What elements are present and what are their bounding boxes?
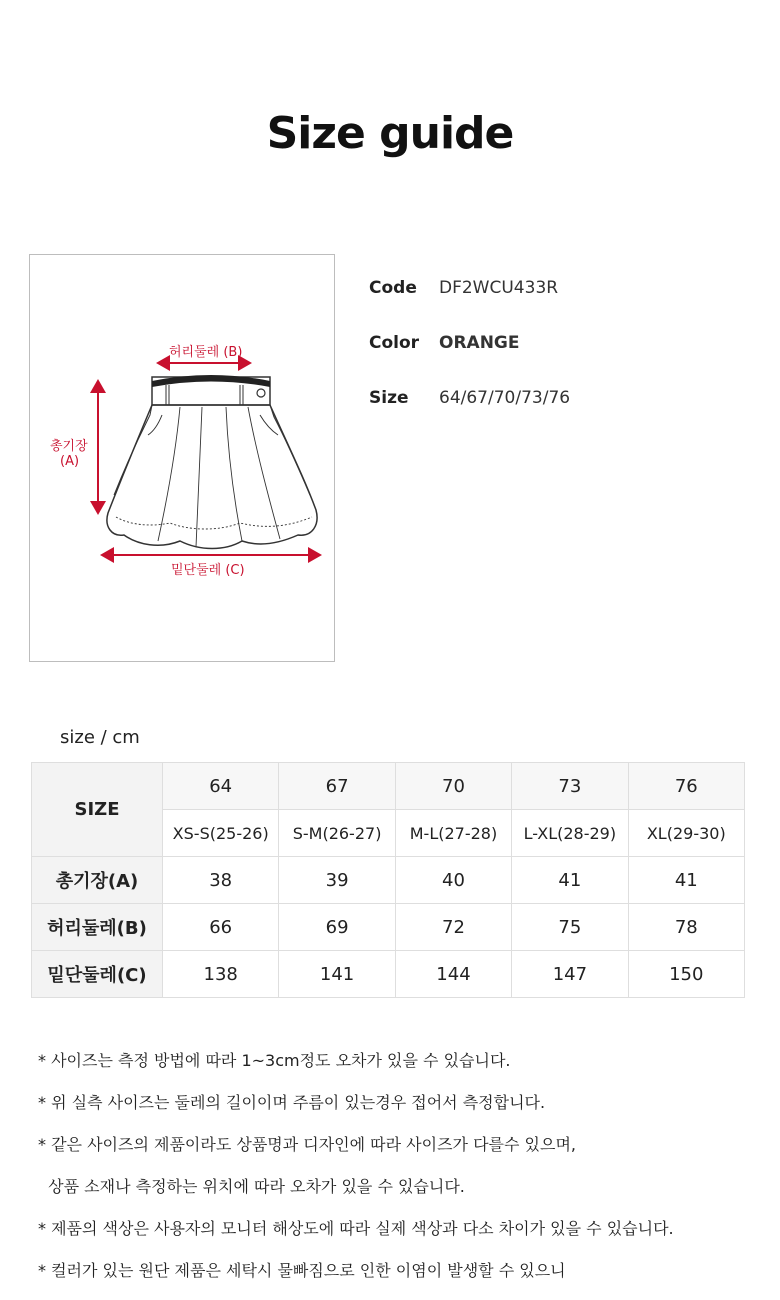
skirt-body [107,405,317,549]
note-item: * 사이즈는 측정 방법에 따라 1~3cm정도 오차가 있을 수 있습니다. [38,1051,511,1070]
hem-label: 밑단둘레 (C) [171,563,245,578]
size-label: Size [369,388,409,408]
value-cell: 72 [395,904,511,951]
size-cell: 76 [628,763,744,810]
waist-label: 허리둘레 (B) [169,345,243,360]
table-row [32,857,745,904]
range-cell: XS-S(25-26) [163,810,279,857]
size-cell: 67 [279,763,395,810]
value-cell: 147 [512,951,628,998]
value-cell: 41 [512,857,628,904]
info-row-color [369,333,749,388]
table-row [32,904,745,951]
product-info [369,278,749,443]
length-label-line1: 총기장 [50,439,88,454]
unit-label: size / cm [60,727,140,748]
range-cell: M-L(27-28) [395,810,511,857]
info-row-size [369,388,749,443]
size-cell: 73 [512,763,628,810]
color-value: ORANGE [439,333,520,353]
row-label-waist: 허리둘레(B) [32,904,163,951]
note-item: * 컬러가 있는 원단 제품은 세탁시 물빠짐으로 인한 이염이 발생할 수 있으니 [38,1261,566,1280]
code-value: DF2WCU433R [439,278,559,298]
value-cell: 66 [163,904,279,951]
size-cell: 70 [395,763,511,810]
value-cell: 69 [279,904,395,951]
page-title: Size guide [266,108,514,159]
range-cell: S-M(26-27) [279,810,395,857]
skirt-diagram [29,254,335,662]
row-label-length: 총기장(A) [32,857,163,904]
code-label: Code [369,278,417,298]
value-cell: 150 [628,951,744,998]
value-cell: 144 [395,951,511,998]
range-cell: L-XL(28-29) [512,810,628,857]
note-item: * 위 실측 사이즈는 둘레의 길이이며 주름이 있는경우 접어서 측정합니다. [38,1093,546,1112]
notes [38,1048,778,1300]
value-cell: 41 [628,857,744,904]
value-cell: 75 [512,904,628,951]
value-cell: 40 [395,857,511,904]
value-cell: 38 [163,857,279,904]
note-item: * 제품의 색상은 사용자의 모니터 해상도에 따라 실제 색상과 다소 차이가 있을 수 있습니다. [38,1219,674,1238]
value-cell: 138 [163,951,279,998]
size-header: SIZE [32,763,163,857]
table-row [32,763,745,810]
value-cell: 141 [279,951,395,998]
value-cell: 78 [628,904,744,951]
size-cell: 64 [163,763,279,810]
note-item: 상품 소재나 측정하는 위치에 따라 오차가 있을 수 있습니다. [38,1177,465,1196]
color-label: Color [369,333,420,353]
value-cell: 39 [279,857,395,904]
skirt-waistband [152,375,270,405]
size-table [31,762,745,998]
info-row-code [369,278,749,333]
range-cell: XL(29-30) [628,810,744,857]
length-label-line2: (A) [60,454,80,469]
row-label-hem: 밑단둘레(C) [32,951,163,998]
table-row [32,951,745,998]
note-item: * 같은 사이즈의 제품이라도 상품명과 디자인에 따라 사이즈가 다를수 있으며, [38,1135,576,1154]
size-value: 64/67/70/73/76 [439,388,571,408]
